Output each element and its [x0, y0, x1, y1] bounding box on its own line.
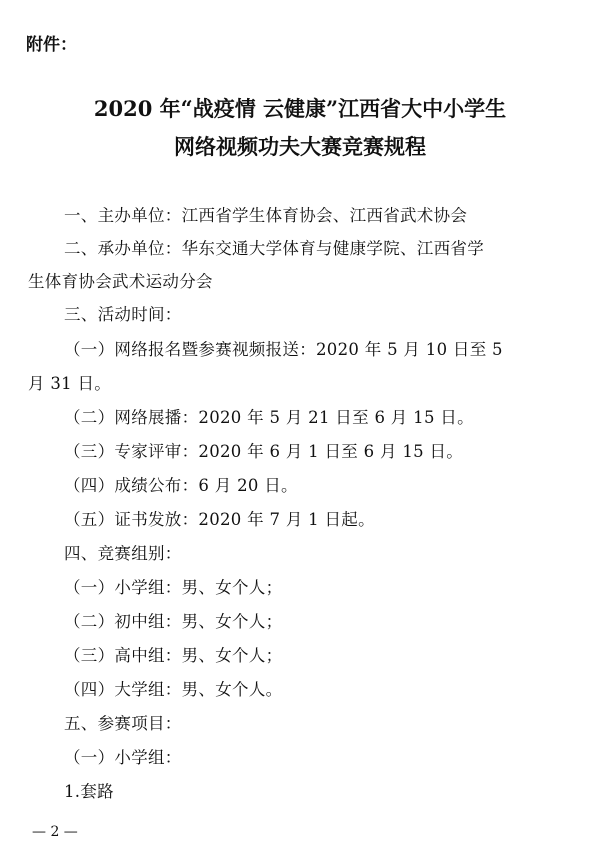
- section-groups-heading: 四、竞赛组别：: [64, 544, 182, 563]
- schedule-item-3: （三）专家评审：2020 年 6 月 1 日至 6 月 15 日。: [64, 442, 464, 461]
- events-item-1: （一）小学组：: [64, 748, 182, 767]
- host-line: 二、承办单位：华东交通大学体育与健康学院、江西省学: [64, 239, 484, 258]
- group-item-2: （二）初中组：男、女个人；: [64, 612, 283, 631]
- group-item-1: （一）小学组：男、女个人；: [64, 578, 283, 597]
- section-events-heading: 五、参赛项目：: [64, 714, 182, 733]
- schedule-item-1-continued: 月 31 日。: [28, 374, 112, 393]
- schedule-item-5: （五）证书发放：2020 年 7 月 1 日起。: [64, 510, 375, 529]
- document-title-line-1: 2020 年“战疫情 云健康”江西省大中小学生: [93, 96, 507, 121]
- events-subitem-1: 1.套路: [64, 782, 114, 801]
- organizer-line: 一、主办单位：江西省学生体育协会、江西省武术协会: [64, 206, 468, 225]
- page-number: — 2 —: [32, 824, 78, 840]
- attachment-label: 附件：: [26, 35, 77, 55]
- group-item-4: （四）大学组：男、女个人。: [64, 680, 283, 699]
- document-title-line-2: 网络视频功夫大赛竞赛规程: [174, 134, 426, 159]
- schedule-item-1: （一）网络报名暨参赛视频报送：2020 年 5 月 10 日至 5: [64, 340, 503, 359]
- section-schedule-heading: 三、活动时间：: [64, 305, 182, 324]
- schedule-item-4: （四）成绩公布：6 月 20 日。: [64, 476, 298, 495]
- host-line-continued: 生体育协会武术运动分会: [28, 272, 213, 291]
- schedule-item-2: （二）网络展播：2020 年 5 月 21 日至 6 月 15 日。: [64, 408, 474, 427]
- group-item-3: （三）高中组：男、女个人；: [64, 646, 283, 665]
